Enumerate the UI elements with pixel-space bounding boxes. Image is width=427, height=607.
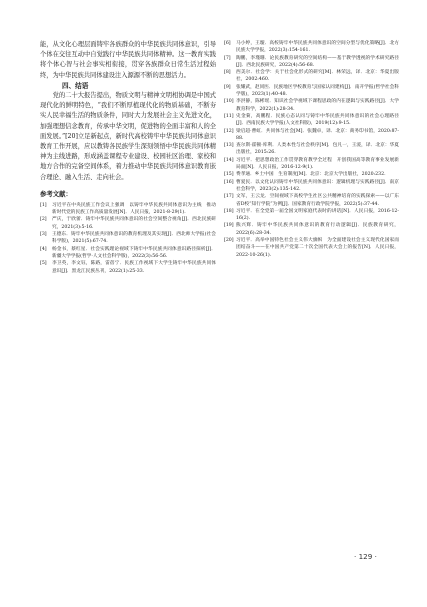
reference-text: 曹爱民．以文化认同铸牢中华民族共同体意识：逻辑机理与实践路径[J]．南京社会科学，2023(2):135-142. <box>236 179 399 192</box>
reference-text: 西美尔．社会学：关于社会化形式的研究[M]．林荣远，译．北京：华夏出版社，2002:460. <box>236 70 399 83</box>
reference-text: 查尔斯·霍顿·库利．人类本性与社会秩序[M]．包凡一，王湲，译．北京：华夏出版社，2015:26. <box>236 143 399 156</box>
reference-item <box>40 260 216 275</box>
reference-number: [7] <box>224 55 231 61</box>
reference-number: [6] <box>224 41 231 46</box>
reference-text: 习近平．在全党第一届全国文明家庭代表时的讲话[N]．人民日报，2016-12-16(2). <box>236 208 399 222</box>
left-column <box>40 40 216 275</box>
reference-text: 李洪静，陈彬瑶．知识社会学视域下课程思政的内在逻辑与实践路径[J]．大学教育科学，2022(1):28-34. <box>236 99 399 112</box>
reference-item <box>224 222 399 237</box>
body-paragraph-conclusion: 党的二十大报告提出，物质文明与精神文明相协调是中国式现代化的鲜明特色，“我们不断厚植现代化的物质基础，不断夯实人民幸福生活的物质条件，同时大力发展社会主义先进文化，加强理想信念教育，传承中华文明，促进物的全面丰富和人的全面发展。”[20]立足新起点，新时代高校铸牢中华民族共同体意识教育工作开展，应以教铸各民族学生深刻领悟中华民族共同体精神为主线进路，形成涵盖课程专业建设、校园社区治理、家校和地方合作的完备空间体系，着力推动中华民族共同体意识教育嵌合理论、融入生活、走向社会。 <box>40 92 216 181</box>
reference-number: [10] <box>224 99 234 105</box>
reference-text: 费孝通．乡土中国 生育制度[M]．北京：北京大学出版社，2020:232. <box>236 172 386 178</box>
reference-item <box>224 40 399 55</box>
reference-item <box>224 237 399 259</box>
reference-number: [13] <box>224 143 234 149</box>
reference-text: 马小婷，王璇．高校铸牢中华民族共同体意识的空间分型与优化策略[J]．北方民族大学学报，2022(3):154-161. <box>236 41 399 54</box>
reference-number: [2] <box>40 217 47 223</box>
reference-number: [5] <box>40 261 47 267</box>
reference-item <box>224 193 399 208</box>
reference-item <box>224 208 399 223</box>
reference-item <box>224 69 399 84</box>
reference-text: 李卫英，李文钰，陈路，雷蓓宁．民族工作视域下大学生铸牢中华民族共同体意识[J]．黑龙江民族丛刊，2022(1):25-33. <box>52 261 216 274</box>
reference-text: 史金菊，高鹏程．民族心态认同与铸牢中华民族共同体意识的社会心理路径[J]．西南民族大学学报(人文社科版)，2019(12):9-15. <box>236 113 399 127</box>
reference-text: 熊兴辉．铸牢中华民族共同体意识的教育行动逻辑[J]．民族教育研究，2022(6):28-34. <box>236 223 399 236</box>
reference-number: [20] <box>224 238 234 244</box>
page-number: · 129 · <box>354 552 377 561</box>
reference-number: [12] <box>224 128 234 134</box>
reference-text: 习近平在中央民族工作会议上强调 以铸牢中华民族共同体意识为主线 推动新时代党的民族工作高质量发展[N]．人民日报，2021-8-29(1). <box>52 202 216 216</box>
reference-number: [17] <box>224 194 234 200</box>
reference-number: [18] <box>224 208 234 214</box>
reference-number: [8] <box>224 70 231 76</box>
reference-item <box>224 84 399 99</box>
reference-number: [11] <box>224 113 234 119</box>
reference-number: [3] <box>40 232 47 238</box>
reference-number: [1] <box>40 202 47 208</box>
reference-item <box>224 113 399 128</box>
reference-number: [4] <box>40 246 47 252</box>
reference-text: 王德东．铸牢中华民族共同体意识的教育机理及其实现[J]．西北师大学报(社会科学版)，2021(5):67-74. <box>52 232 216 245</box>
reference-number: [15] <box>224 172 234 178</box>
reference-item <box>224 171 399 178</box>
reference-text: 杨金书，蔡红星．社会实践理论视域下铸牢中华民族共同体意识路径探析[J]．新疆大学学报(哲学·人文社会科学版)，2022(3):56-56. <box>52 246 216 259</box>
reference-item <box>224 55 399 70</box>
reference-item <box>40 246 216 261</box>
reference-text: 严庆，于欣蕾．铸牢中华民族共同体意识的社会空间整合视角[J]．西北民族研究，2021(3):5-16. <box>52 217 216 230</box>
reference-text: 习近平．高举中国特色社会主义伟大旗帜 为全面建设社会主义现代化国家而团结奋斗——在中国共产党第二十次全国代表大会上的报告[N]．人民日报，2022-10-26(1). <box>236 238 399 258</box>
reference-item <box>40 202 216 217</box>
reference-text: 张耀武，赵同医．民族地区学校教育与国家认同建构[J]．南开学报(哲学社会科学版)，2023(1):40-48. <box>236 84 399 98</box>
reference-item <box>224 98 399 113</box>
reference-text: 习近平．把思想政治工作贯穿教育教学全过程 开创我国高等教育事业发展新局面[N]．人民日报，2016-12-9(1). <box>236 157 399 171</box>
reference-item <box>224 142 399 157</box>
reference-text: 陶鹏，李瑾珊．论民族教育研究的空间结构——基于教学透视的学术研究路径[J]．西北民族研究，2022(4):56-68. <box>236 55 399 68</box>
reference-item <box>40 231 216 246</box>
references-heading: 参考文献： <box>40 189 72 198</box>
reference-item <box>224 179 399 194</box>
reference-item <box>224 128 399 143</box>
body-paragraph-continued: 能，从文化心理层面铸牢各族群众的中华民族共同体意识，引导个体在交往互动中自觉践行中华民族共同体精神。这一教育实践将个体心智与社会事实相衔接，贯穿各族群众日常生活过程始终，为中华民族共同体建设注入源源不断的思想活力。 <box>40 41 216 79</box>
references-list-right <box>224 40 399 259</box>
reference-item <box>40 216 216 231</box>
right-column <box>224 40 399 259</box>
reference-item <box>224 157 399 172</box>
reference-number: [19] <box>224 223 234 229</box>
reference-number: [14] <box>224 157 234 163</box>
reference-text: 文军，王云龙．空间视域下高校学生社区公共精神培育的实践探索——以广东省D校“知行学院”为例[J]．国家教育行政学院学报，2022(5):37-44. <box>236 194 399 207</box>
reference-text: 梁启超·曹虹．共同体与社会[M]．张魏卓，译．北京：商务印书馆，2020:87-88. <box>236 128 399 141</box>
references-list-left <box>40 202 216 275</box>
reference-number: [9] <box>224 84 231 90</box>
section-heading-conclusion: 四、结语 <box>62 81 89 90</box>
reference-number: [16] <box>224 179 234 185</box>
